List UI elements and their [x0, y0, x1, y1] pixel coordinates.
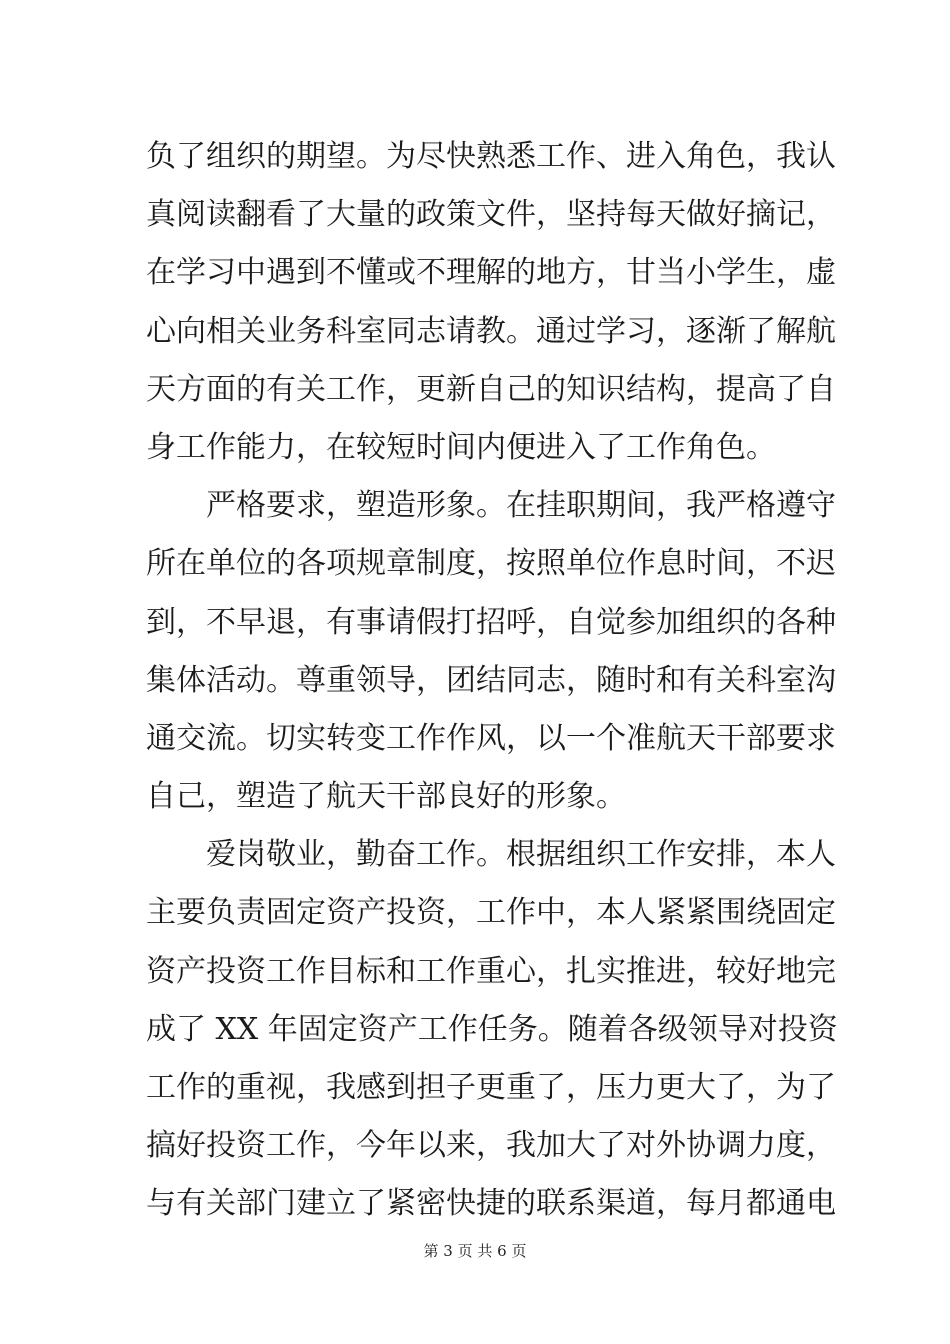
text-line: 真阅读翻看了大量的政策文件，坚持每天做好摘记， [146, 197, 836, 233]
text-line: 资产投资工作目标和工作重心，扎实推进，较好地完 [146, 953, 836, 989]
text-line: 通交流。切实转变工作作风，以一个准航天干部要求 [146, 720, 836, 756]
text-line: 严格要求，塑造形象。在挂职期间，我严格遵守 [206, 488, 836, 524]
text-line: 心向相关业务科室同志请教。通过学习，逐渐了解航 [146, 313, 836, 349]
text-line: 负了组织的期望。为尽快熟悉工作、进入角色，我认 [146, 139, 836, 174]
text-line: 身工作能力，在较短时间内便进入了工作角色。 [146, 429, 776, 465]
document-body [146, 128, 838, 1234]
text-line: 集体活动。尊重领导，团结同志，随时和有关科室沟 [146, 662, 836, 698]
page-footer: 第 3 页 共 6 页 [423, 1242, 527, 1260]
text-line: 主要负责固定资产投资，工作中，本人紧紧围绕固定 [146, 895, 836, 931]
text-line: 自己，塑造了航天干部良好的形象。 [146, 779, 626, 815]
text-line: 搞好投资工作，今年以来，我加大了对外协调力度， [146, 1128, 836, 1164]
text-line: 与有关部门建立了紧密快捷的联系渠道，每月都通电 [146, 1186, 836, 1222]
text-line: 工作的重视，我感到担子更重了，压力更大了，为了 [146, 1070, 836, 1105]
text-line: 所在单位的各项规章制度，按照单位作息时间，不迟 [146, 546, 836, 582]
text-line: 成了 XX 年固定资产工作任务。随着各级领导对投资 [146, 1011, 838, 1047]
text-line: 到，不早退，有事请假打招呼，自觉参加组织的各种 [146, 604, 836, 640]
text-line: 天方面的有关工作，更新自己的知识结构，提高了自 [146, 371, 836, 407]
text-line: 爱岗敬业，勤奋工作。根据组织工作安排，本人 [206, 837, 836, 873]
text-line: 在学习中遇到不懂或不理解的地方，甘当小学生，虚 [146, 255, 836, 291]
